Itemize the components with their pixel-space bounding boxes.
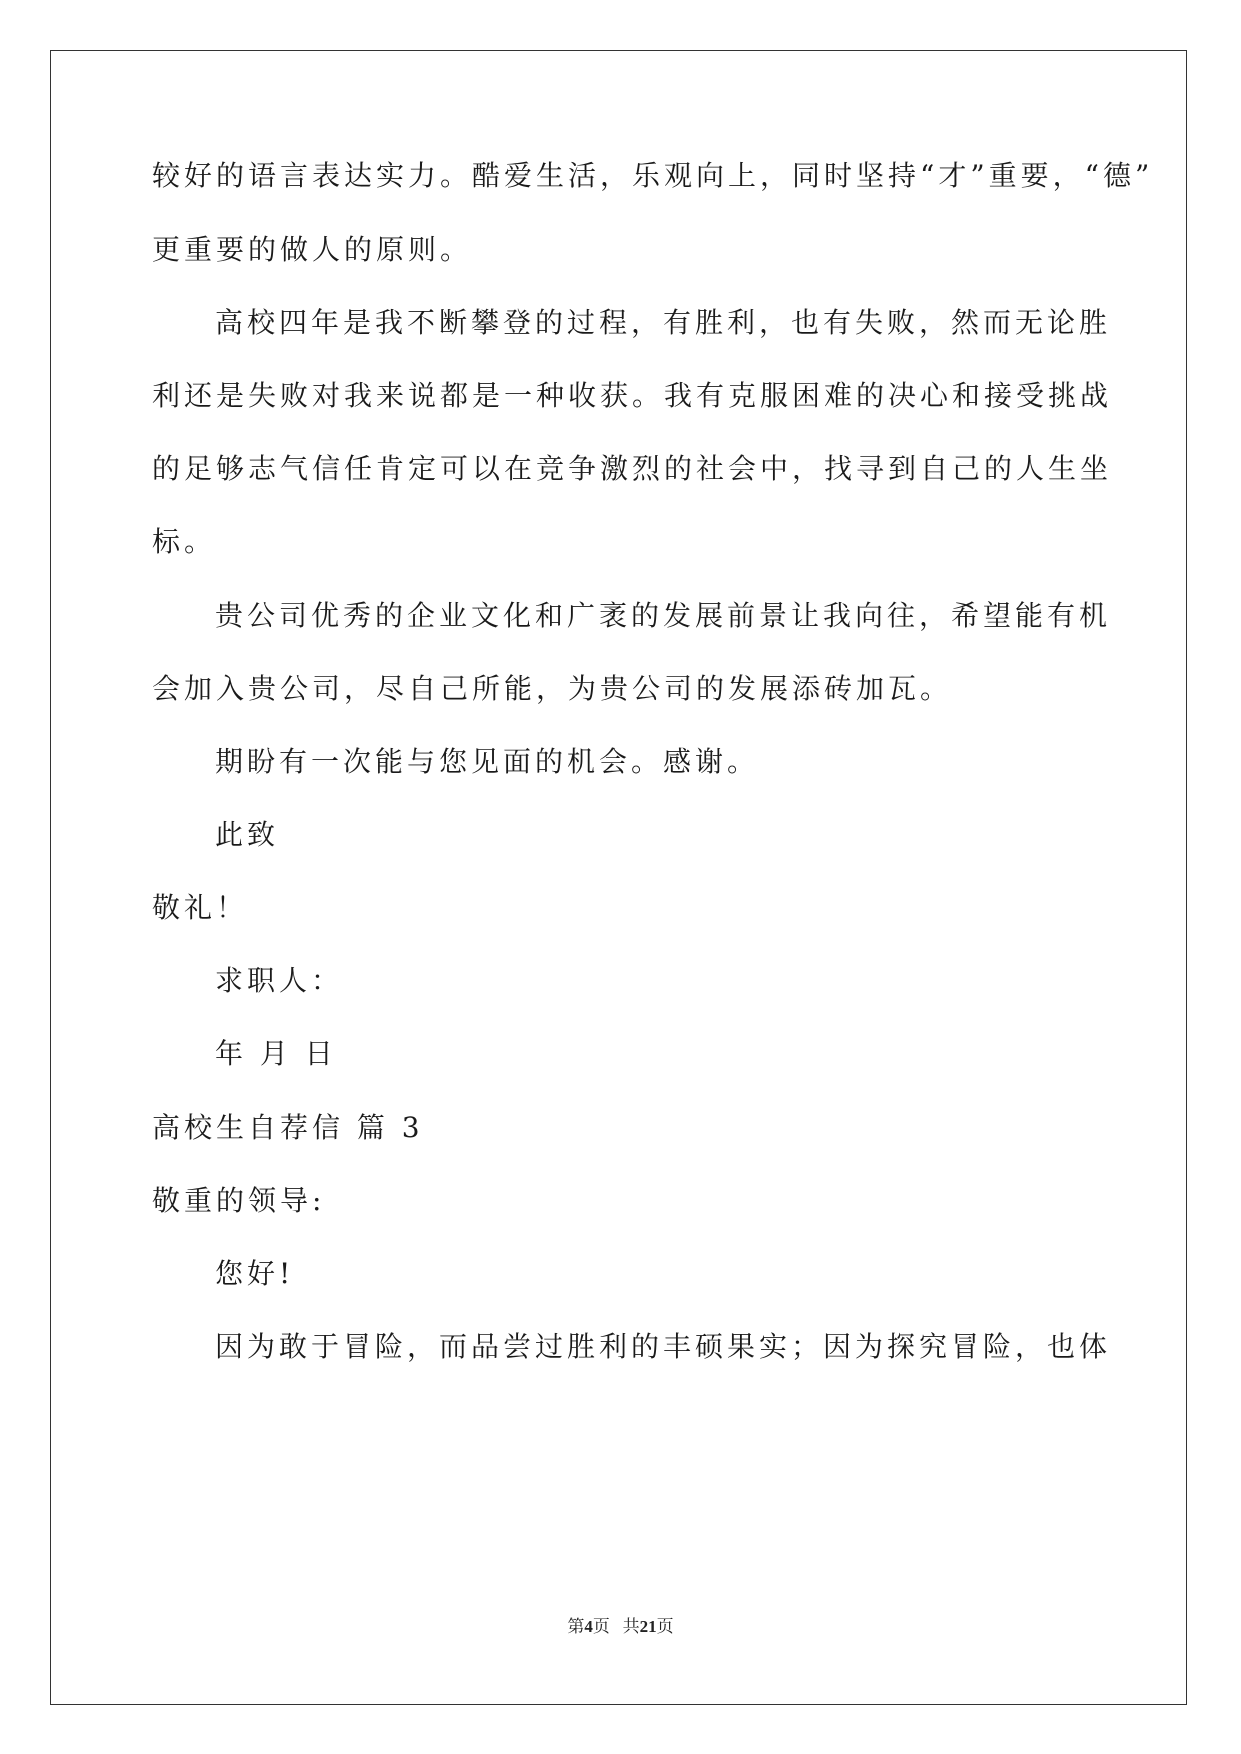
closing-phrase: 此致: [215, 818, 280, 851]
footer-total-prefix: 共: [622, 1617, 640, 1636]
body-line: 贵公司优秀的企业文化和广袤的发展前景让我向往，希望能有机: [215, 599, 1112, 632]
greeting-recipient: 敬重的领导:: [152, 1184, 326, 1217]
applicant-label: 求职人：: [215, 964, 344, 997]
body-line: 更重要的做人的原则。: [152, 233, 473, 266]
body-line: 利还是失败对我来说都是一种收获。我有克服困难的决心和接受挑战: [152, 379, 1113, 412]
greeting: 您好!: [215, 1257, 295, 1290]
body-line: 会加入贵公司，尽自己所能，为贵公司的发展添砖加瓦。: [152, 672, 953, 705]
body-line: 期盼有一次能与您见面的机会。感谢。: [215, 745, 760, 778]
total-pages-number: 21: [639, 1617, 657, 1636]
body-line: 高校四年是我不断攀登的过程，有胜利，也有失败，然而无论胜: [215, 306, 1112, 339]
body-line: 的足够志气信任肯定可以在竞争激烈的社会中，找寻到自己的人生坐: [152, 452, 1113, 485]
page-footer: [0, 1612, 1241, 1637]
body-line: 较好的语言表达实力。酷爱生活，乐观向上，同时坚持“才”重要，“德”: [152, 159, 1154, 192]
body-line: 标。: [152, 525, 217, 558]
section-heading: 高校生自荐信 篇 3: [152, 1111, 424, 1144]
footer-prefix: 第: [567, 1617, 585, 1636]
footer-total-suffix: 页: [656, 1617, 674, 1636]
body-line: 因为敢于冒险，而品尝过胜利的丰硕果实；因为探究冒险，也体: [215, 1330, 1112, 1363]
current-page-number: 4: [584, 1617, 593, 1636]
salutation-closing: 敬礼！: [152, 891, 249, 924]
footer-page-word: 页: [592, 1617, 610, 1636]
page-border: [50, 50, 1187, 1705]
date-line: 年 月 日: [215, 1037, 337, 1070]
